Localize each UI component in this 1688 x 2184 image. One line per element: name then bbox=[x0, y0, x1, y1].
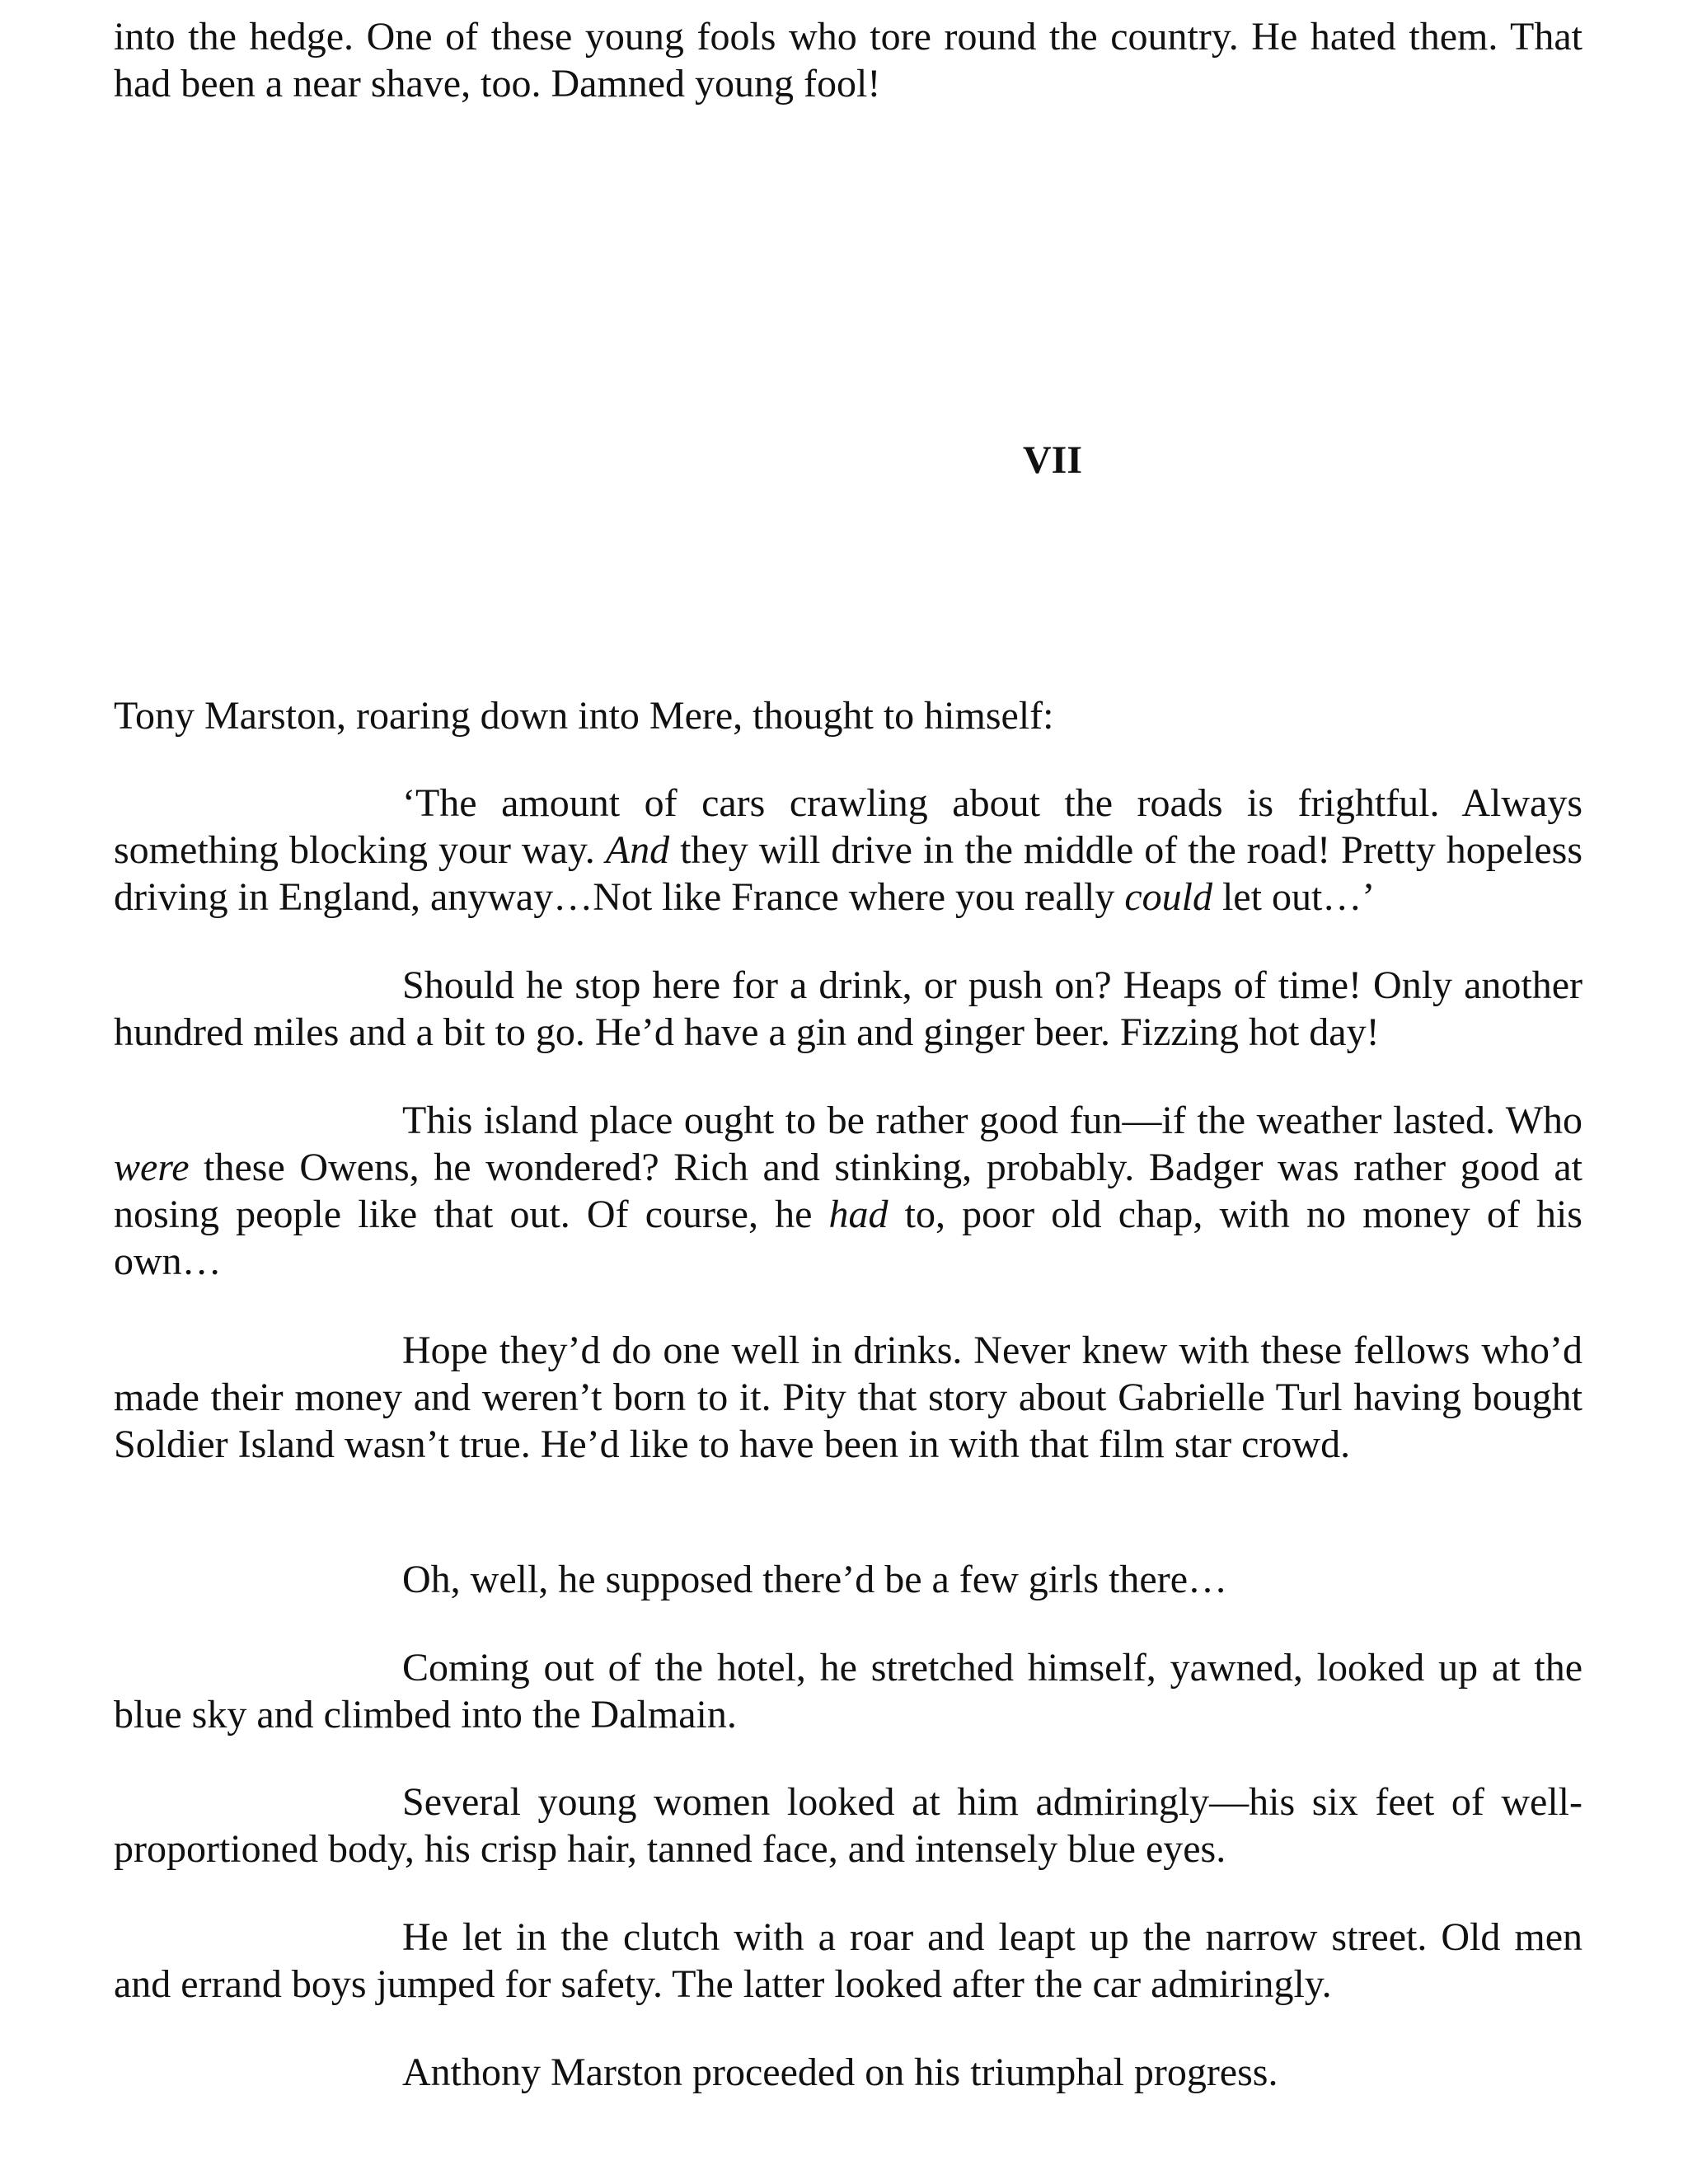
paragraph-4: Hope they’d do one well in drinks. Never knew with these fellows who’d made their money and weren’t born to it. Pity that story about Gabrielle Turl having bought Soldier Island wasn’t true. He’d like to have been in with that film star crowd. bbox=[114, 1329, 1582, 1466]
paragraph-6: Coming out of the hotel, he stretched himself, yawned, looked up at the blue sky and climbed into the Dalmain. bbox=[114, 1646, 1582, 1736]
paragraph-8: He let in the clutch with a roar and leapt up the narrow street. Old men and errand boys jumped for safety. The latter looked after the car admiringly. bbox=[114, 1915, 1582, 2006]
chapter-heading: VII bbox=[1022, 438, 1083, 482]
paragraph-1: ‘The amount of cars crawling about the roads is frightful. Always something blocking your way. And they will drive in the middle of the road! Pretty hopeless driving in England, anyway…Not like France where you really could let out…’ bbox=[114, 781, 1582, 919]
paragraph-3: This island place ought to be rather good fun—if the weather lasted. Who were these Owens, he wondered? Rich and stinking, probably. Badger was rather good at nosing people like that out. Of course, he had to, poor old chap, with no money of his own… bbox=[114, 1099, 1582, 1283]
paragraph-2: Should he stop here for a drink, or push on? Heaps of time! Only another hundred miles and a bit to go. He’d have a gin and ginger beer. Fizzing hot day! bbox=[114, 963, 1582, 1054]
paragraph-9: Anthony Marston proceeded on his triumphal progress. bbox=[402, 2050, 1278, 2094]
opening-paragraph: Tony Marston, roaring down into Mere, thought to himself: bbox=[114, 694, 1054, 738]
continuation-paragraph: into the hedge. One of these young fools who tore round the country. He hated them. That had been a near shave, too. Damned young fool! bbox=[114, 15, 1582, 105]
paragraph-7: Several young women looked at him admiringly—his six feet of well-proportioned body, his crisp hair, tanned face, and intensely blue eyes. bbox=[114, 1780, 1582, 1871]
paragraph-5: Oh, well, he supposed there’d be a few girls there… bbox=[402, 1558, 1228, 1601]
